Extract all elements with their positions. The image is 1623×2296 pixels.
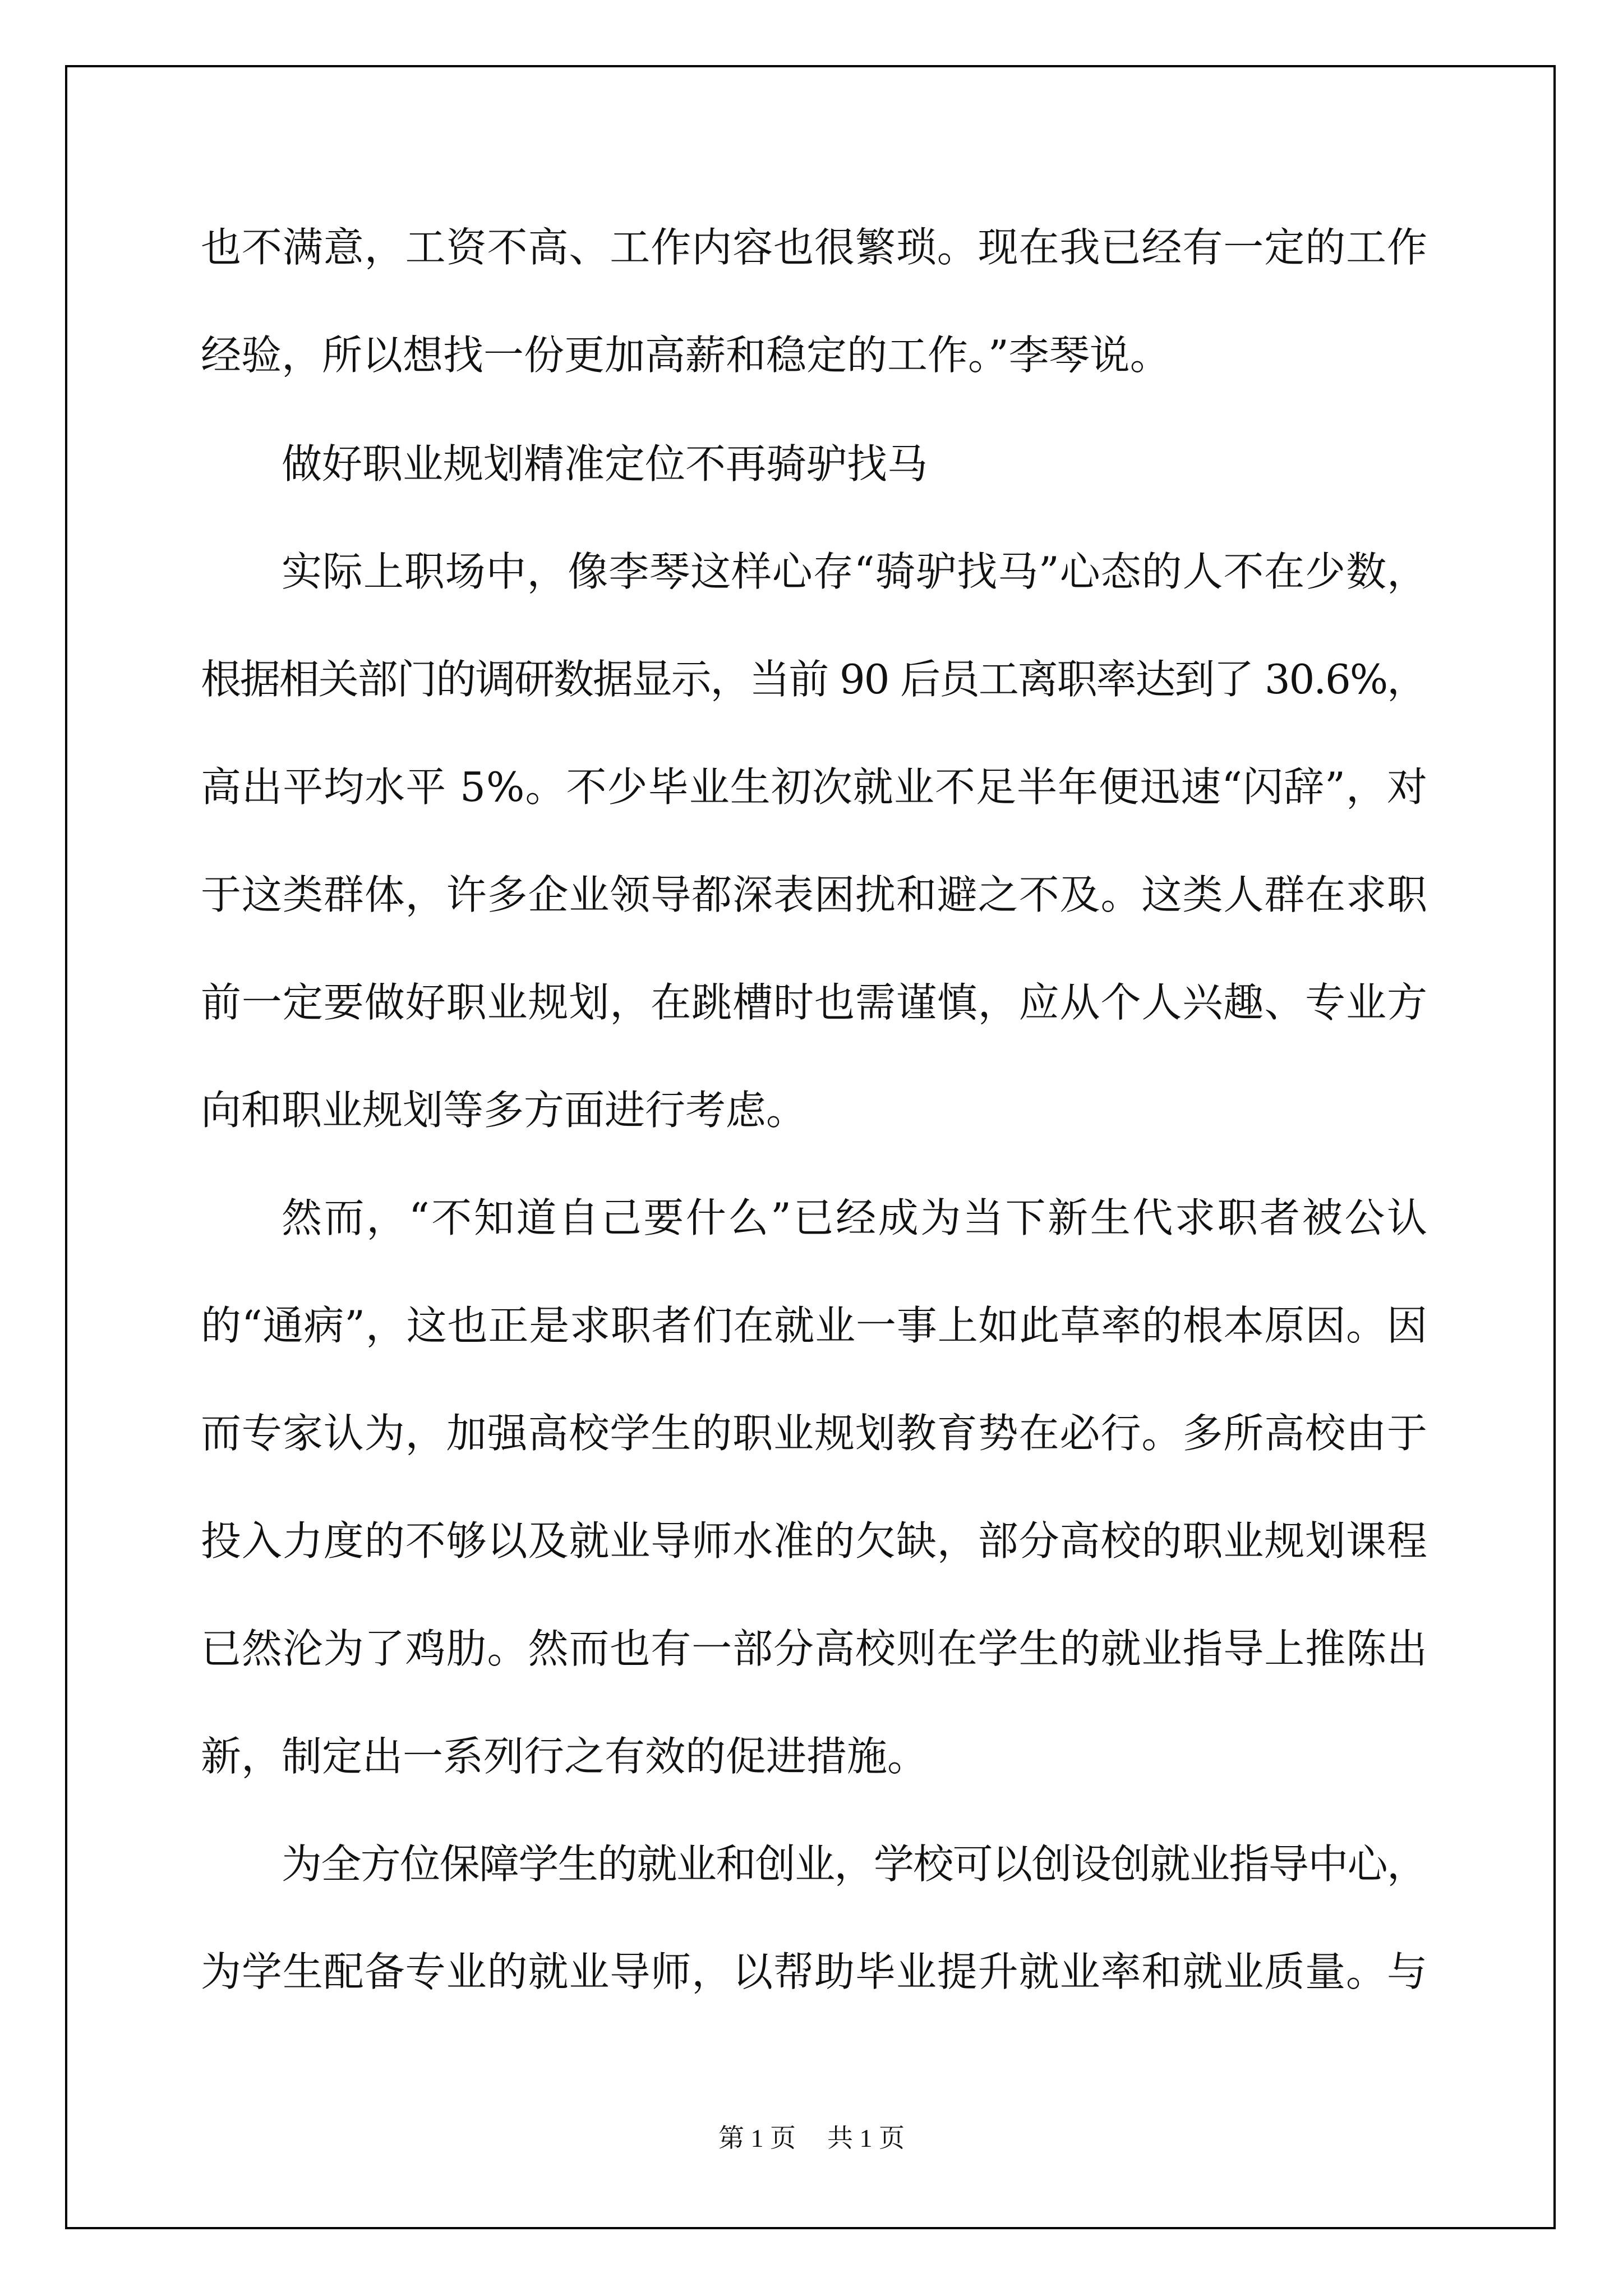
total-pages: 共 1 页 bbox=[827, 2124, 905, 2152]
body-line-11: 的“通病”，这也正是求职者们在就业一事上如此草率的根本原因。因 bbox=[201, 1302, 1428, 1349]
body-line-9: 向和职业规划等多方面进行考虑。 bbox=[201, 1087, 807, 1134]
page-footer bbox=[0, 2118, 1623, 2155]
body-line-2: 经验，所以想找一份更加高薪和稳定的工作。”李琴说。 bbox=[201, 332, 1170, 379]
body-line-1: 也不满意，工资不高、工作内容也很繁琐。现在我已经有一定的工作 bbox=[201, 224, 1428, 271]
body-line-8: 前一定要做好职业规划，在跳槽时也需谨慎，应从个人兴趣、专业方 bbox=[201, 979, 1428, 1026]
section-heading: 做好职业规划精准定位不再骑驴找马 bbox=[282, 440, 928, 487]
body-line-12: 而专家认为，加强高校学生的职业规划教育势在必行。多所高校由于 bbox=[201, 1410, 1428, 1457]
body-line-7: 于这类群体，许多企业领导都深表困扰和避之不及。这类人群在求职 bbox=[201, 871, 1428, 918]
body-line-14: 已然沦为了鸡肋。然而也有一部分高校则在学生的就业指导上推陈出 bbox=[201, 1625, 1428, 1672]
body-line-16: 为全方位保障学生的就业和创业，学校可以创设创就业指导中心， bbox=[282, 1841, 1427, 1888]
body-line-13: 投入力度的不够以及就业导师水准的欠缺，部分高校的职业规划课程 bbox=[201, 1517, 1428, 1565]
page-border bbox=[65, 65, 1556, 2229]
body-line-15: 新，制定出一系列行之有效的促进措施。 bbox=[201, 1733, 928, 1780]
body-line-17: 为学生配备专业的就业导师，以帮助毕业提升就业率和就业质量。与 bbox=[201, 1948, 1428, 1995]
body-line-4: 实际上职场中，像李琴这样心存“骑驴找马”心态的人不在少数， bbox=[282, 548, 1428, 595]
body-line-5: 根据相关部门的调研数据显示，当前 90 后员工离职率达到了 30.6%， bbox=[201, 656, 1426, 703]
page-number: 第 1 页 bbox=[718, 2124, 796, 2152]
body-line-10: 然而，“不知道自己要什么”已经成为当下新生代求职者被公认 bbox=[282, 1194, 1430, 1241]
body-line-6: 高出平均水平 5%。不少毕业生初次就业不足半年便迅速“闪辞”，对 bbox=[201, 763, 1428, 811]
